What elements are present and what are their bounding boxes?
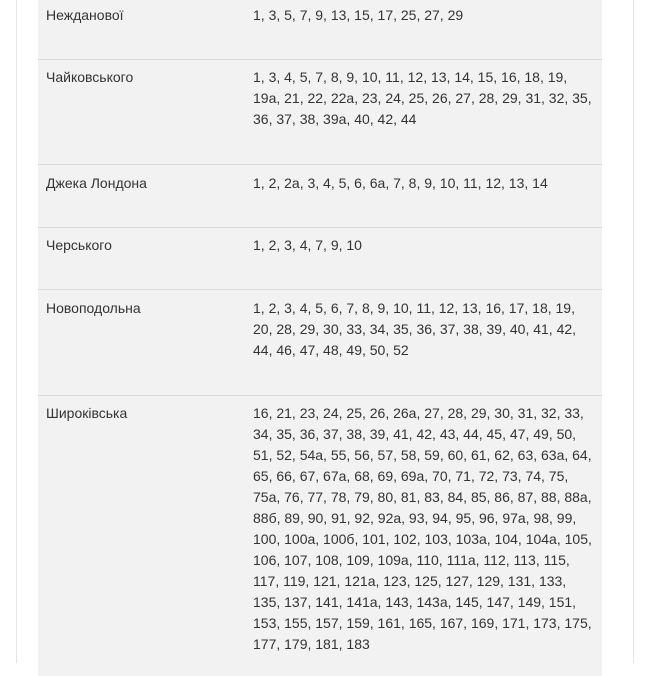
- street-name: Новоподольна: [46, 300, 141, 316]
- house-numbers: 1, 3, 5, 7, 9, 13, 15, 17, 25, 27, 29: [253, 7, 464, 23]
- table-row: [38, 165, 602, 228]
- table-row: [38, 60, 602, 165]
- streets-table: [38, 0, 602, 676]
- house-numbers: 1, 2, 3, 4, 5, 6, 7, 8, 9, 10, 11, 12, 13, 16, 17, 18, 19, 20, 28, 29, 30, 33, 34, 35, 36, 37, 38, 39, 40, 41, 42, 44, 46, 47, 48, 49, 50, 52: [253, 300, 577, 358]
- house-numbers: 16, 21, 23, 24, 25, 26, 26а, 27, 28, 29, 30, 31, 32, 33, 34, 35, 36, 37, 38, 39, 41, 42, 43, 44, 45, 47, 49, 50, 51, 52, 54а, 55, 56, 57, 58, 59, 60, 61, 62, 63, 63а, 64, 65, 66, 67, 67а, 68, 69, 69а, 70, 71, 72, 73, 74, 75, 75а, 76, 77, 78, 79, 80, 81, 83, 84, 85, 86, 87, 88, 88а, 88б, 89, 90, 91, 92, 92а, 93, 94, 95, 96, 97а, 98, 99, 100, 100а, 100б, 101, 102, 103, 103а, 104, 104а, 105, 106, 107, 108, 109, 109а, 110, 111а, 112, 113, 115, 117, 119, 121, 121а, 123, 125, 127, 129, 131, 133, 135, 137, 141, 141а, 143, 143а, 145, 147, 149, 151, 153, 155, 157, 159, 161, 165, 167, 169, 171, 173, 175, 177, 179, 181, 183: [253, 405, 592, 652]
- street-name: Нежданової: [46, 7, 124, 23]
- table-row: [38, 0, 602, 60]
- table-row: [38, 396, 602, 676]
- house-numbers: 1, 2, 2а, 3, 4, 5, 6, 6а, 7, 8, 9, 10, 11, 12, 13, 14: [253, 175, 548, 191]
- table-row: [38, 290, 602, 396]
- table-row: [38, 228, 602, 290]
- street-name: Джека Лондона: [46, 175, 147, 191]
- house-numbers: 1, 2, 3, 4, 7, 9, 10: [253, 237, 362, 253]
- street-name: Широківська: [46, 405, 128, 421]
- house-numbers: 1, 3, 4, 5, 7, 8, 9, 10, 11, 12, 13, 14, 15, 16, 18, 19, 19а, 21, 22, 22а, 23, 24, 25, 26, 27, 28, 29, 31, 32, 35, 36, 37, 38, 39а, 40, 42, 44: [253, 69, 592, 127]
- street-name: Черського: [46, 237, 112, 253]
- street-name: Чайковського: [46, 69, 134, 85]
